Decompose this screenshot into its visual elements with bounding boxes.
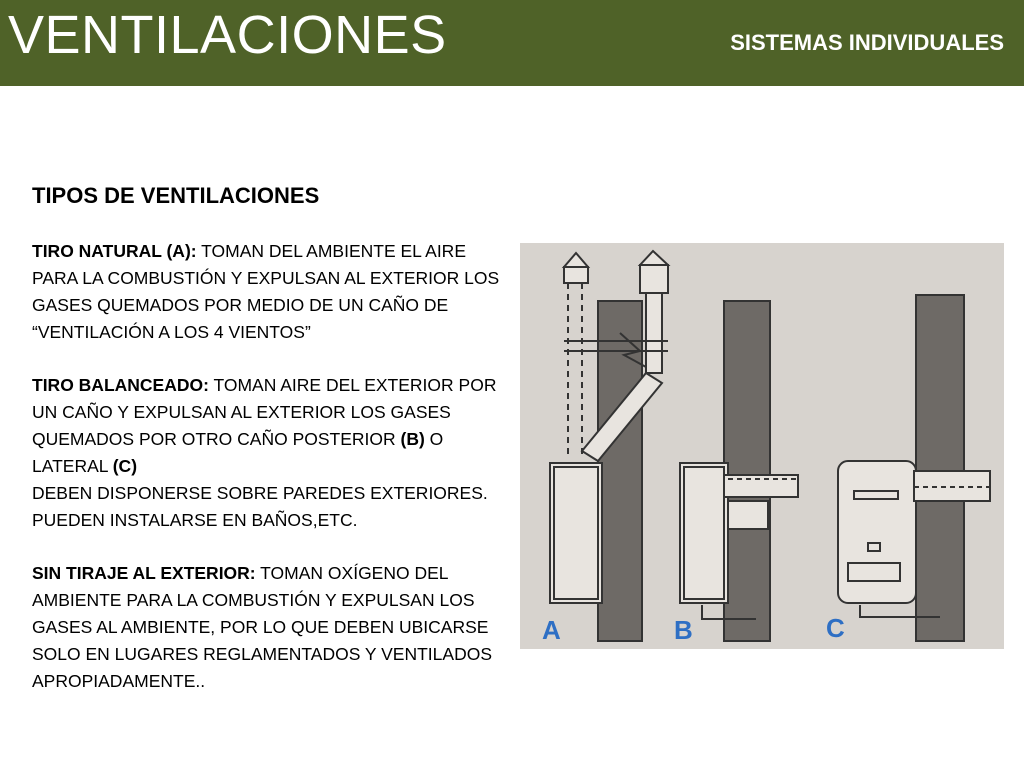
diagram-b-balanced-rear xyxy=(680,301,798,641)
paragraph-tiro-natural xyxy=(32,238,502,346)
page-subtitle: SISTEMAS INDIVIDUALES xyxy=(730,30,1004,55)
diagram-c-balanced-lateral xyxy=(838,295,990,641)
text-sin-tiraje: TOMAN OXÍGENO DEL AMBIENTE PARA LA COMBUSTIÓN Y EXPULSAN LOS GASES AL AMBIENTE, POR LO QUE DEBEN UBICARSE SOLO EN LUGARES REGLAMENTADOS Y VENTILADOS APROPIADAMENTE.. xyxy=(32,563,492,691)
label-b: (B) xyxy=(400,429,425,449)
text-tiro-balanceado: TOMAN AIRE DEL EXTERIOR POR UN CAÑO Y EXPULSAN AL EXTERIOR LOS GASES QUEMADOS POR OTRO CAÑO POSTERIOR xyxy=(32,375,497,449)
label-sin-tiraje: SIN TIRAJE AL EXTERIOR: xyxy=(32,563,256,583)
label-tiro-balanceado: TIRO BALANCEADO: xyxy=(32,375,209,395)
page-title: VENTILACIONES xyxy=(8,5,447,65)
text-paredes-exteriores: DEBEN DISPONERSE SOBRE PAREDES EXTERIORES. xyxy=(32,483,488,503)
ventilation-diagram-svg xyxy=(520,243,1004,649)
text-tiro-natural: TOMAN DEL AMBIENTE EL AIRE PARA LA COMBUSTIÓN Y EXPULSAN AL EXTERIOR LOS GASES QUEMADOS POR MEDIO DE UN CAÑO DE “VENTILACIÓN A LOS 4 VIENTOS” xyxy=(32,241,500,342)
diagram-a-natural-draft xyxy=(550,251,668,641)
section-heading: TIPOS DE VENTILACIONES xyxy=(32,183,320,208)
diagram-label-c: C xyxy=(826,613,845,643)
ventilation-diagram xyxy=(520,243,1004,649)
label-c: (C) xyxy=(112,456,138,476)
paragraph-tiro-balanceado xyxy=(32,372,502,534)
diagram-label-b: B xyxy=(674,615,693,645)
header-bar xyxy=(0,0,1024,86)
content-text xyxy=(32,182,502,721)
label-tiro-natural: TIRO NATURAL (A): xyxy=(32,241,197,261)
text-lateral: O LATERAL xyxy=(32,429,444,476)
diagram-label-a: A xyxy=(542,615,561,645)
paragraph-sin-tiraje xyxy=(32,560,502,695)
text-banos: PUEDEN INSTALARSE EN BAÑOS,ETC. xyxy=(32,510,358,530)
